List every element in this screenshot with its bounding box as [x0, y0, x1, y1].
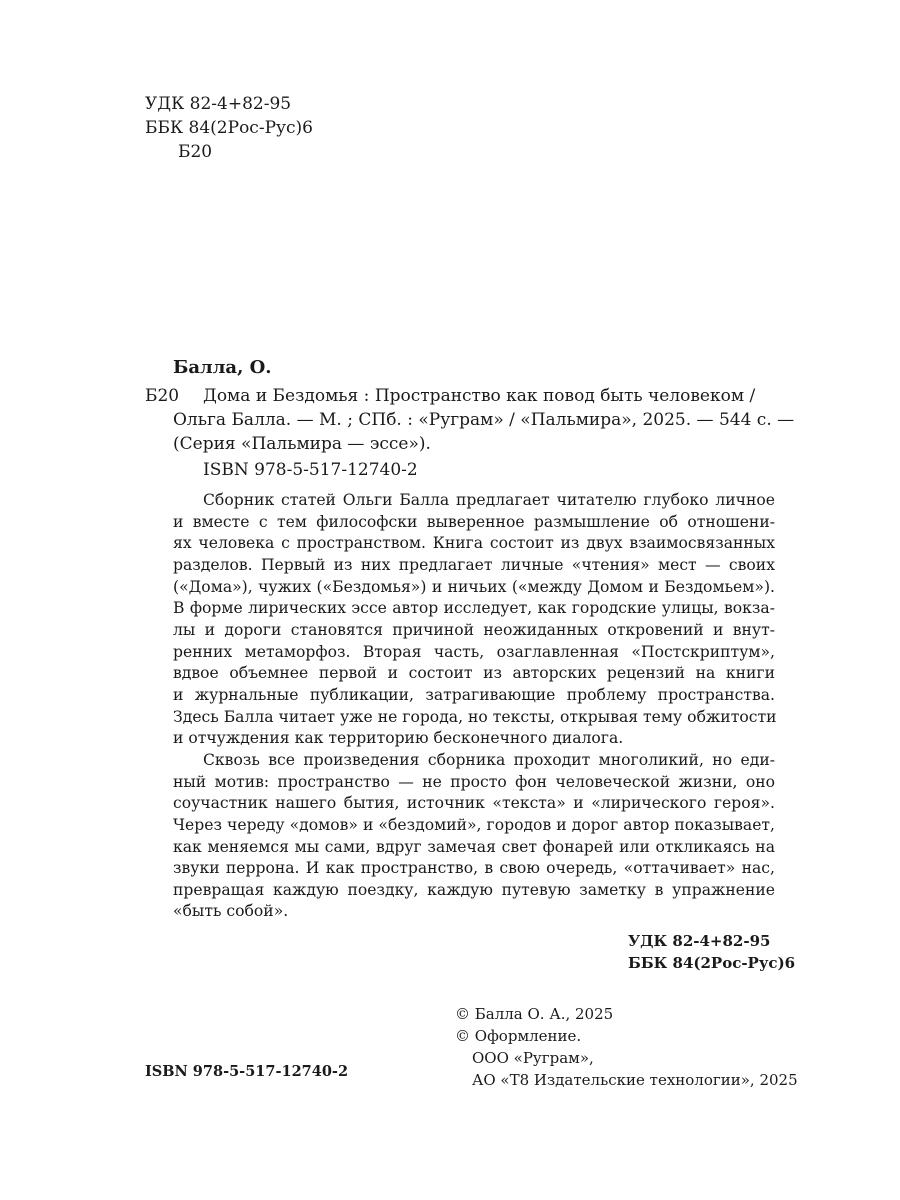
- abstract-line: вдвое объемнее первой и состоит из авторских рецензий на книги: [173, 664, 775, 683]
- abstract-line: соучастник нашего бытия, источник «текста» и «лирического героя».: [173, 794, 775, 813]
- bbk-top: ББК 84(2Рос-Рус)6: [145, 118, 313, 138]
- abstract-line: Здесь Балла читает уже не города, но тексты, открывая тему обжитости: [173, 707, 777, 726]
- classification-top: [145, 92, 313, 164]
- entry-isbn: ISBN 978-5-517-12740-2: [203, 460, 418, 480]
- udk-top: УДК 82-4+82-95: [145, 94, 292, 114]
- copyright-author: © Балла О. А., 2025: [455, 1005, 614, 1023]
- abstract-line: Сквозь все произведения сборника проходит многоликий, но еди-: [203, 750, 775, 769]
- copyright-block: [455, 1003, 798, 1091]
- abstract-paragraph-2: [173, 750, 775, 923]
- abstract-line: ях человека с пространством. Книга состоит из двух взаимосвязанных: [173, 534, 775, 553]
- abstract-line: ный мотив: пространство — не просто фон человеческой жизни, оно: [173, 772, 775, 791]
- abstract-paragraph-1: [173, 490, 775, 750]
- abstract-line: В форме лирических эссе автор исследует, как городские улицы, вокза-: [173, 599, 775, 618]
- abstract-line: Сборник статей Ольги Балла предлагает читателю глубоко личное: [203, 491, 775, 509]
- abstract-line: и вместе с тем философски выверенное размышление об отношени-: [173, 512, 775, 531]
- abstract-line: Через череду «домов» и «бездомий», городов и дорог автор показывает,: [173, 815, 775, 834]
- author-mark-code: Б20: [145, 386, 180, 406]
- abstract-line: «быть собой».: [173, 902, 289, 921]
- bbk-bottom: ББК 84(2Рос-Рус)6: [628, 954, 796, 972]
- classification-bottom: [628, 930, 795, 974]
- isbn-bottom: ISBN 978-5-517-12740-2: [145, 1063, 349, 1080]
- copyright-publisher-2: АО «Т8 Издательские технологии», 2025: [472, 1071, 798, 1089]
- abstract-line: звуки перрона. И как пространство, в свою очередь, «оттачивает» нас,: [173, 859, 775, 878]
- abstract-line: как меняемся мы сами, вдруг замечая свет фонарей или откликаясь на: [173, 837, 775, 856]
- biblio-line: Ольга Балла. — М. ; СПб. : «Руграм» / «Пальмира», 2025. — 544 с. —: [173, 410, 795, 430]
- abstract-line: разделов. Первый из них предлагает личные «чтения» мест — своих: [173, 555, 775, 574]
- abstract-line: лы и дороги становятся причиной неожиданных откровений и внут-: [173, 620, 775, 639]
- abstract-line: превращая каждую поездку, каждую путевую заметку в упражнение: [173, 880, 775, 899]
- udk-bottom: УДК 82-4+82-95: [628, 932, 771, 950]
- bibliographic-description: [173, 384, 795, 456]
- biblio-line: Дома и Бездомья : Пространство как повод быть человеком /: [203, 386, 756, 406]
- author-heading: Балла, О.: [173, 357, 272, 378]
- abstract: [173, 490, 775, 923]
- abstract-line: («Дома»), чужих («Бездомья») и ничьих («между Домом и Бездомьем»).: [173, 577, 775, 596]
- abstract-line: и отчуждения как территорию бесконечного диалога.: [173, 729, 624, 748]
- abstract-line: и журнальные публикации, затрагивающие проблему пространства.: [173, 685, 775, 704]
- copyright-design: © Оформление.: [455, 1027, 582, 1045]
- biblio-line: (Серия «Пальмира — эссе»).: [173, 434, 431, 454]
- author-mark-top: Б20: [178, 142, 213, 162]
- abstract-line: ренних метаморфоз. Вторая часть, озаглавленная «Постскриптум»,: [173, 642, 775, 661]
- copyright-publisher-1: ООО «Руграм»,: [472, 1049, 594, 1067]
